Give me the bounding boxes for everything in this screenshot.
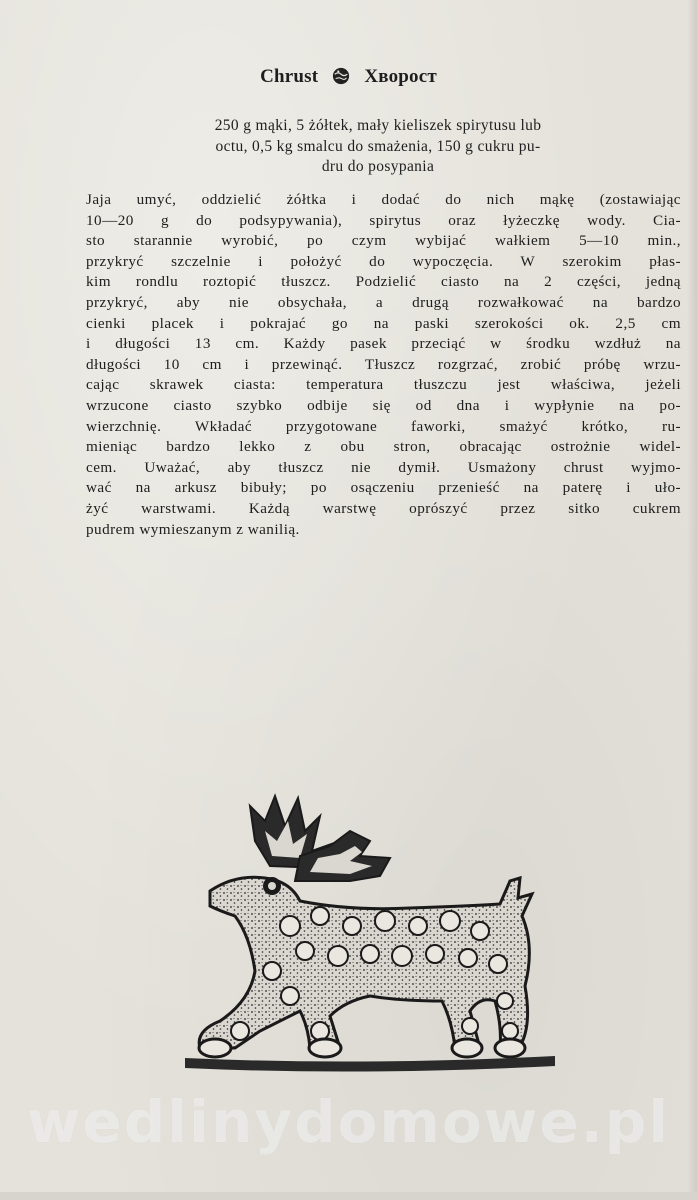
ingredients-line: octu, 0,5 kg smalcu do smażenia, 150 g cukru pu- [215,137,541,155]
method-line: przykryć szczelnie i położyć do wypoczęcia. W szerokim płas- [86,252,681,270]
title-polish: Chrust [260,66,319,87]
deer-folk-art-icon [180,786,565,1076]
method-line: wierzchnię. Wkładać przygotowane faworki, smażyć krótko, ru- [86,417,681,435]
method-paragraph [86,190,681,540]
method-line: pudrem wymieszanym z wanilią. [86,520,300,538]
page-bottom-edge [0,1192,697,1200]
method-line: kim rondlu roztopić tłuszcz. Podzielić ciasto na 2 części, jedną [86,273,681,291]
method-line: mieniąc bardzo lekko z obu stron, obracając ostrożnie widel- [86,438,681,456]
method-line: cienki placek i pokrajać go na paski szerokości ok. 2,5 cm [86,314,681,332]
method-line: przykryć, aby nie obsychała, a drugą rozwałkować na bardzo [86,293,681,311]
method-line: żyć warstwami. Każdą warstwę oprószyć przez sitko cukrem [86,499,681,517]
recipe-title [0,66,697,88]
title-russian: Хворост [364,66,437,87]
method-line: wać na arkusz bibuły; po osączeniu przenieść na paterę i uło- [86,479,681,497]
ingredients-list [128,116,628,178]
method-line: cając skrawek ciasta: temperatura tłuszczu jest właściwa, jeżeli [86,376,681,394]
ingredients-line: 250 g mąki, 5 żółtek, mały kieliszek spirytusu lub [214,117,542,134]
ingredients-line: dru do posypania [321,158,435,175]
method-line: cem. Uważać, aby tłuszcz nie dymił. Usmażony chrust wyjmo- [86,458,681,476]
page-edge-shadow [687,0,697,1200]
method-line: 10—20 g do podsypywania), spirytus oraz łyżeczkę wody. Cia- [86,211,681,229]
method-line: wrzucone ciasto szybko odbije się od dna i wypłynie na po- [86,396,681,414]
globe-separator-icon [332,67,350,85]
method-line: i długości 13 cm. Każdy pasek przeciąć w środku wzdłuż na [86,335,681,353]
method-line: Jaja umyć, oddzielić żółtka i dodać do nich mąkę (zostawiając [86,191,681,208]
watermark: wedlinydomowe.pl [26,1088,671,1156]
method-line: długości 10 cm i przewinąć. Tłuszcz rozgrzać, zrobić próbę wrzu- [86,355,681,373]
method-line: sto starannie wyrobić, po czym wybijać wałkiem 5—10 min., [86,232,681,250]
